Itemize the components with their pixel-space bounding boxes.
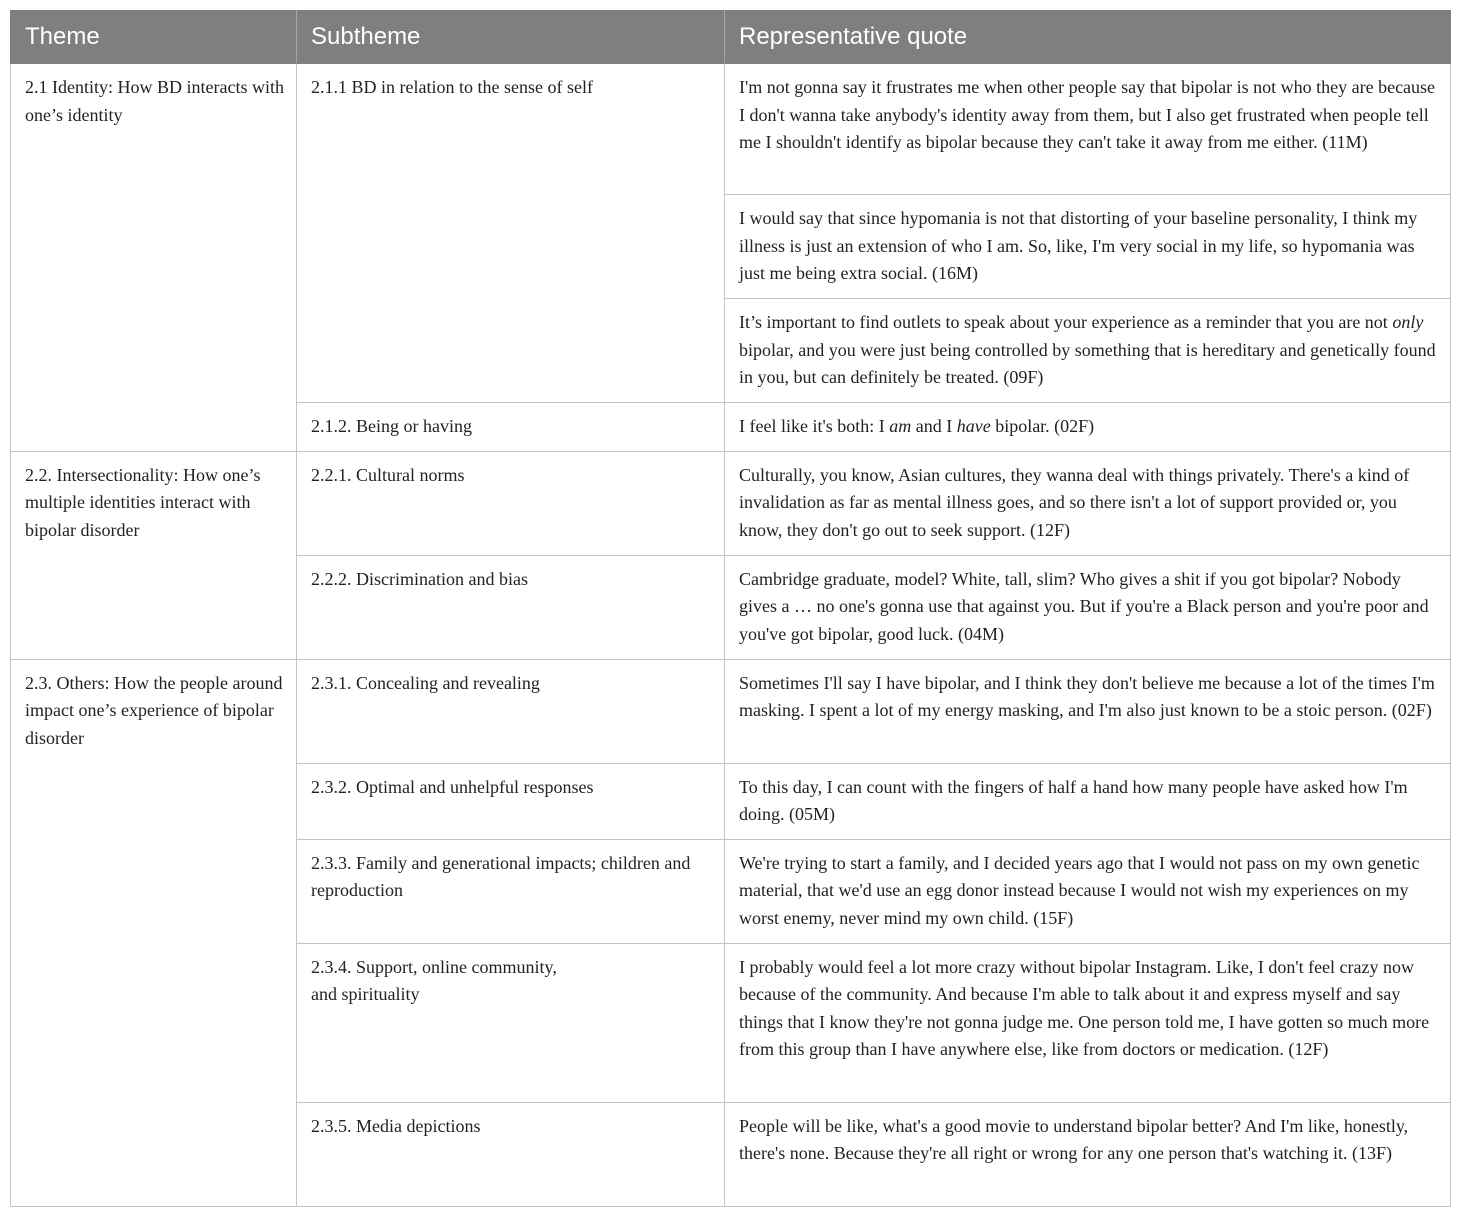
table-row: [11, 659, 1451, 763]
header-representative-quote: Representative quote: [725, 11, 1451, 64]
subtheme-cell: 2.3.2. Optimal and unhelpful responses: [297, 763, 725, 839]
quote-text: It’s important to find outlets to speak about your experience as a reminder that you are not: [739, 312, 1393, 332]
quote-emphasis: am: [889, 416, 912, 436]
quote-emphasis: have: [956, 416, 991, 436]
quote-cell: I would say that since hypomania is not that distorting of your baseline personality, I think my illness is just an extension of who I am. So, like, I'm very social in my life, so hypomania was just me being extra social. (16M): [725, 195, 1451, 299]
theme-cell: 2.2. Intersectionality: How one’s multiple identities interact with bipolar disorder: [11, 451, 297, 659]
quote-cell: To this day, I can count with the fingers of half a hand how many people have asked how I'm doing. (05M): [725, 763, 1451, 839]
themes-table: [10, 10, 1451, 1207]
quote-cell: We're trying to start a family, and I decided years ago that I would not pass on my own genetic material, that we'd use an egg donor instead because I would not wish my experiences on my worst enemy, never mind my own child. (15F): [725, 839, 1451, 943]
quote-text: bipolar, and you were just being controlled by something that is hereditary and genetically found in you, but can definitely be treated. (09F): [739, 339, 1436, 387]
quote-cell: [725, 299, 1451, 403]
header-row: [11, 11, 1451, 64]
subtheme-label-line: and spirituality: [311, 984, 420, 1004]
quote-cell: I'm not gonna say it frustrates me when other people say that bipolar is not who they are because I don't wanna take anybody's identity away from them, but I also get frustrated when people tell me I shouldn't identify as bipolar because they can't take it away from me either. (11M): [725, 64, 1451, 195]
quote-emphasis: only: [1392, 312, 1424, 332]
theme-cell: 2.1 Identity: How BD interacts with one’s identity: [11, 64, 297, 452]
table-body: [11, 64, 1451, 1207]
header-subtheme: Subtheme: [297, 11, 725, 64]
quote-cell: Cambridge graduate, model? White, tall, slim? Who gives a shit if you got bipolar? Nobody gives a … no one's gonna use that against you. But if you're a Black person and you're poor and you've got bipolar, good luck. (04M): [725, 555, 1451, 659]
subtheme-label-line: 2.3.4. Support, online community,: [311, 956, 557, 977]
quote-cell: People will be like, what's a good movie to understand bipolar better? And I'm like, honestly, there's none. Because they're all right or wrong for any one person that's watching it. (13F): [725, 1102, 1451, 1206]
table-row: [11, 64, 1451, 195]
quote-text: bipolar. (02F): [990, 416, 1095, 436]
quote-cell: Culturally, you know, Asian cultures, they wanna deal with things privately. There's a kind of invalidation as far as mental illness goes, and so there isn't a lot of support provided or, you know, they don't go out to seek support. (12F): [725, 451, 1451, 555]
subtheme-cell: 2.3.3. Family and generational impacts; children and reproduction: [297, 839, 725, 943]
subtheme-cell: 2.2.1. Cultural norms: [297, 451, 725, 555]
subtheme-cell: 2.1.2. Being or having: [297, 403, 725, 452]
subtheme-cell: [297, 943, 725, 1102]
quote-text: and I: [911, 416, 957, 436]
table-row: [11, 451, 1451, 555]
subtheme-cell: 2.1.1 BD in relation to the sense of self: [297, 64, 725, 403]
quote-cell: I probably would feel a lot more crazy without bipolar Instagram. Like, I don't feel crazy now because of the community. And because I'm able to talk about it and express myself and say things that I know they're not gonna judge me. One person told me, I have gotten so much more from this group than I have anywhere else, like from doctors or medication. (12F): [725, 943, 1451, 1102]
header-theme: Theme: [11, 11, 297, 64]
subtheme-cell: 2.3.1. Concealing and revealing: [297, 659, 725, 763]
theme-cell: 2.3. Others: How the people around impact one’s experience of bipolar disorder: [11, 659, 297, 1206]
subtheme-cell: 2.2.2. Discrimination and bias: [297, 555, 725, 659]
table-header: [11, 11, 1451, 64]
quote-text: I feel like it's both: I: [739, 416, 890, 436]
quote-cell: [725, 403, 1451, 452]
subtheme-cell: 2.3.5. Media depictions: [297, 1102, 725, 1206]
quote-cell: Sometimes I'll say I have bipolar, and I think they don't believe me because a lot of the times I'm masking. I spent a lot of my energy masking, and I'm also just known to be a stoic person. (02F): [725, 659, 1451, 763]
